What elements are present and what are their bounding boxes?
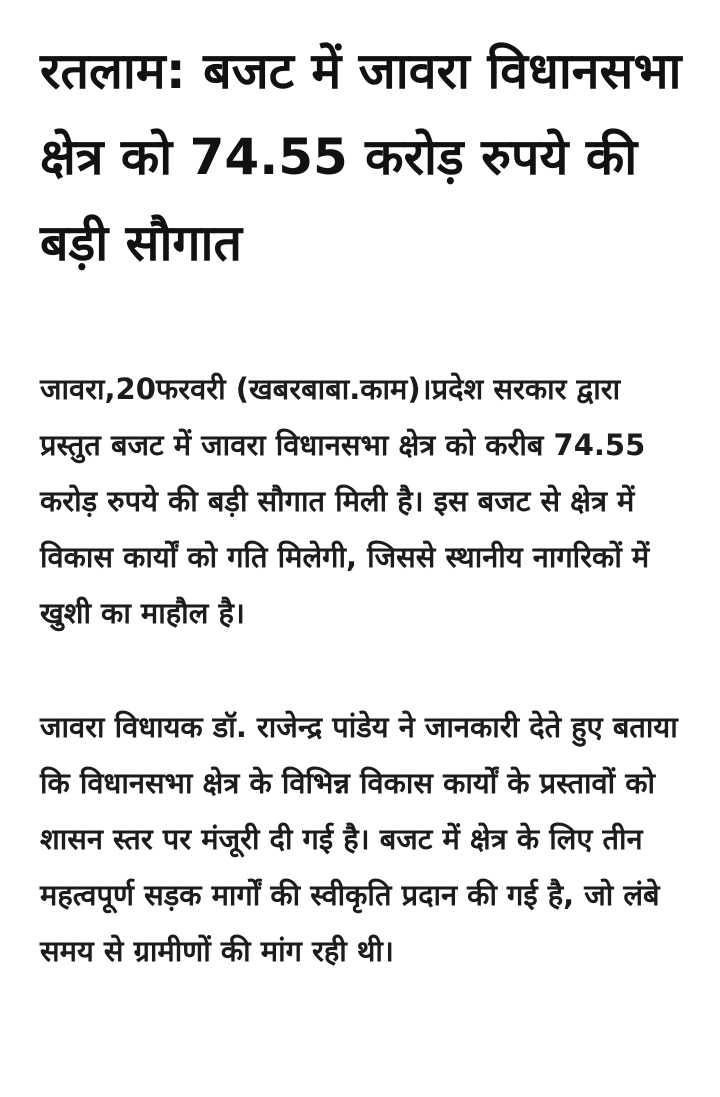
article-headline: रतलाम: बजट में जावरा विधानसभा क्षेत्र को 74.55 करोड़ रुपये की बड़ी सौगात — [40, 42, 682, 272]
article-paragraph-1: जावरा,20फरवरी (खबरबाबा.काम)।प्रदेश सरकार द्वारा प्रस्तुत बजट में जावरा विधानसभा क्षेत्र को करीब 74.55 करोड़ रुपये की बड़ी सौगात मिली है। इस बजट से क्षेत्र में विकास कार्यों को गति मिलेगी, जिससे स्थानीय नागरिकों में खुशी का माहौल है। — [40, 372, 650, 630]
news-article — [40, 28, 690, 979]
article-paragraph-2: जावरा विधायक डॉ. राजेन्द्र पांडेय ने जानकारी देते हुए बताया कि विधानसभा क्षेत्र के विभिन्न विकास कार्यों के प्रस्तावों को शासन स्तर पर मंजूरी दी गई है। बजट में क्षेत्र के लिए तीन महत्वपूर्ण सड़क मार्गों की स्वीकृति प्रदान की गई है, जो लंबे समय से ग्रामीणों की मांग रही थी। — [40, 710, 678, 968]
